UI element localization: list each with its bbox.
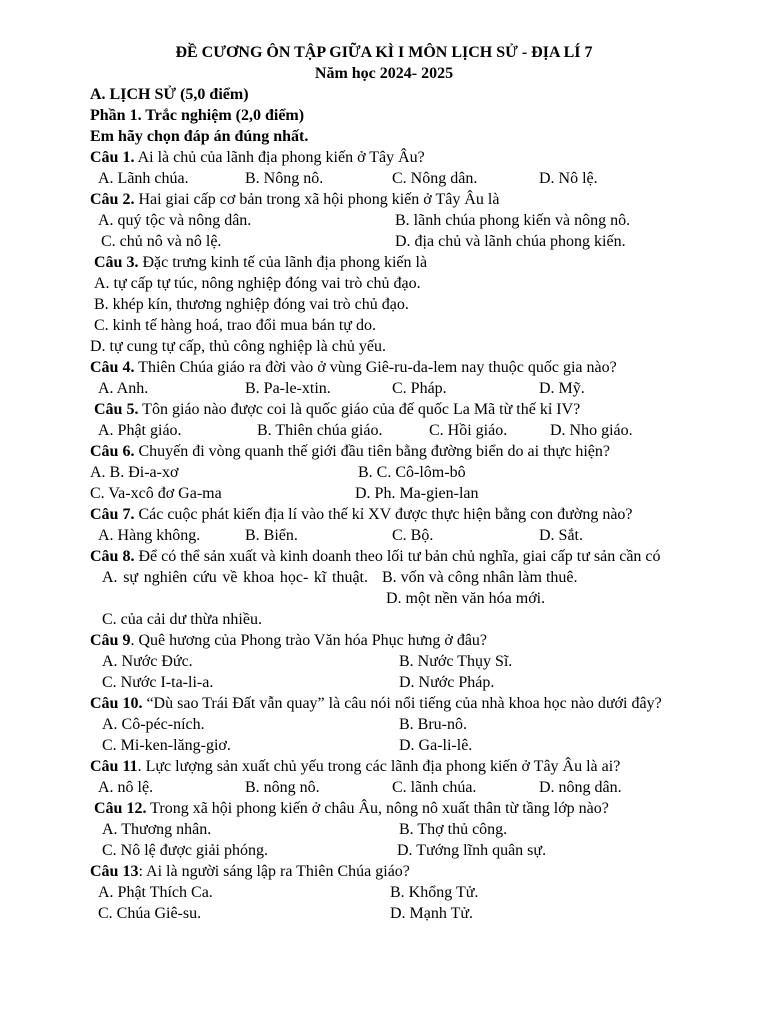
option-d: D. nông dân. [539,779,622,796]
option-d: D. tự cung tự cấp, thủ công nghiệp là chủ yếu. [90,338,386,355]
question-text: Thiên Chúa giáo ra đời vào ở vùng Giê-ru-da-lem nay thuộc quốc gia nào? [134,359,617,376]
question-8 [90,546,678,567]
option-b: B. Nước Thụy Sĩ. [399,653,513,670]
question-number: Câu 5. [94,401,139,418]
option-a [102,567,382,609]
option-b: B. nông nô. [245,779,320,796]
option-b: B. Thiên chúa giáo. [257,422,383,439]
question-text: “Dù sao Trái Đất vẫn quay” là câu nói nổi tiếng của nhà khoa học nào dưới đây? [142,695,662,712]
question-6 [90,441,678,462]
question-7 [90,504,678,525]
option-a-text: A. sự nghiên cứu về khoa học- kĩ thuật. [102,569,368,586]
question-number: Câu 6. [90,443,135,460]
option-c: C. kinh tế hàng hoá, trao đổi mua bán tự do. [94,317,376,334]
option-b: B. Khổng Tử. [390,884,479,901]
option-a: A. Thương nhân. [102,821,212,838]
question-text: Các cuộc phát kiến địa lí vào thế kỉ XV được thực hiện bằng con đường nào? [134,506,633,523]
option-c: C. Mi-ken-lăng-giơ. [102,737,231,754]
question-number: Câu 8. [90,548,135,565]
option-b: B. Thợ thủ công. [399,821,508,838]
option-d: D. Mạnh Tử. [390,905,474,922]
school-year: Năm học 2024- 2025 [314,65,454,82]
options-9b [90,672,678,693]
option-b: B. vốn và công nhân làm thuê. [382,569,578,586]
question-text: Trong xã hội phong kiến ở châu Âu, nông nô xuất thân từ tầng lớp nào? [146,800,609,817]
question-text: Đặc trưng kinh tế của lãnh địa phong kiến là [138,254,428,271]
option-b: B. khép kín, thương nghiệp đóng vai trò chủ đạo. [94,296,409,313]
section-heading: A. LỊCH SỬ (5,0 điểm) [90,86,249,103]
option-c: C. chủ nô và nô lệ. [101,233,222,250]
question-5 [90,399,678,420]
question-text: . Quê hương của Phong trào Văn hóa Phục hưng ở đâu? [130,632,488,649]
options-10b [90,735,678,756]
options-8-right [382,567,678,609]
instruction: Em hãy chọn đáp án đúng nhất. [90,128,309,145]
options-13 [90,882,678,903]
question-text: Tôn giáo nào được coi là quốc giáo của đế quốc La Mã từ thế kỉ IV? [138,401,581,418]
options-6 [90,462,678,483]
question-number: Câu 1. [90,149,135,166]
option-c: C. lãnh chúa. [392,779,477,796]
option-b: B. C. Cô-lôm-bô [358,464,466,481]
option-a: A. Cô-péc-ních. [102,716,205,733]
option-a: A. Anh. [98,380,149,397]
question-text: Chuyến đi vòng quanh thế giới đầu tiên bằng đường biển do ai thực hiện? [134,443,610,460]
question-text: : Ai là người sáng lập ra Thiên Chúa giáo? [138,863,410,880]
question-text: Hai giai cấp cơ bản trong xã hội phong kiến ở Tây Âu là [134,191,500,208]
option-a: A. Phật Thích Ca. [98,884,213,901]
options-2 [90,210,678,231]
option-a: A. Lãnh chúa. [98,170,189,187]
question-number: Câu 12. [94,800,147,817]
option-a: A. Phật giáo. [98,422,182,439]
question-number: Câu 9 [90,632,131,649]
option-c: C. Va-xcô đơ Ga-ma [90,485,222,502]
options-12b [90,840,678,861]
option-c: C. Nô lệ được giải phóng. [102,842,268,859]
options-6b [90,483,678,504]
option-d: D. Sắt. [539,527,583,544]
question-4 [90,357,678,378]
options-11 [90,777,678,798]
question-text: Để có thể sản xuất và kinh doanh theo lối tư bản chủ nghĩa, giai cấp tư sản cần có [134,548,661,565]
options-4 [90,378,678,399]
option-d: D. Nô lệ. [539,170,598,187]
option-a: A. Hàng không. [98,527,201,544]
question-number: Câu 10. [90,695,143,712]
question-text: . Lực lượng sản xuất chủ yếu trong các lãnh địa phong kiến ở Tây Âu là ai? [137,758,621,775]
question-11 [90,756,678,777]
options-12 [90,819,678,840]
question-9 [90,630,678,651]
option-b: B. Biển. [245,527,298,544]
part-heading: Phần 1. Trắc nghiệm (2,0 điểm) [90,107,305,124]
question-10 [90,693,678,714]
options-7 [90,525,678,546]
option-d: D. Ph. Ma-gien-lan [355,485,479,502]
option-b: B. lãnh chúa phong kiến và nông nô. [395,212,631,229]
option-c: C. Bộ. [392,527,434,544]
question-number: Câu 11 [90,758,138,775]
option-d: D. Nước Pháp. [399,674,495,691]
option-c: C. của cải dư thừa nhiều. [102,611,262,628]
question-number: Câu 13 [90,863,139,880]
question-13 [90,861,678,882]
option-c: C. Nông dân. [392,170,478,187]
document-title: ĐỀ CƯƠNG ÔN TẬP GIỮA KÌ I MÔN LỊCH SỬ - ĐỊA LÍ 7 [175,44,593,61]
options-5 [90,420,678,441]
option-a: A. B. Đi-a-xơ [90,464,179,481]
option-c: C. Hồi giáo. [429,422,508,439]
option-b: B. Bru-nô. [399,716,467,733]
option-c: C. Nước I-ta-li-a. [102,674,214,691]
option-d: D. một nền văn hóa mới. [386,590,546,607]
question-12 [90,798,678,819]
question-number: Câu 2. [90,191,135,208]
option-b: B. Pa-le-xtin. [245,380,331,397]
question-3 [90,252,678,273]
option-a: A. quý tộc và nông dân. [98,212,252,229]
option-c: C. Chúa Giê-su. [98,905,202,922]
question-2 [90,189,678,210]
option-c: C. Pháp. [392,380,447,397]
options-13b [90,903,678,924]
option-a: A. nô lệ. [98,779,154,796]
question-number: Câu 3. [94,254,139,271]
options-1 [90,168,678,189]
question-number: Câu 7. [90,506,135,523]
option-d: D. Ga-li-lê. [399,737,473,754]
options-9 [90,651,678,672]
question-1 [90,147,678,168]
option-d: D. Mỹ. [539,380,585,397]
options-2b [90,231,678,252]
option-b: B. Nông nô. [245,170,324,187]
option-d: D. địa chủ và lãnh chúa phong kiến. [395,233,626,250]
question-text: Ai là chủ của lãnh địa phong kiến ở Tây Âu? [134,149,425,166]
option-a: A. Nước Đức. [102,653,193,670]
options-10 [90,714,678,735]
option-d: D. Nho giáo. [550,422,633,439]
question-number: Câu 4. [90,359,135,376]
option-d: D. Tướng lĩnh quân sự. [397,842,547,859]
option-a: A. tự cấp tự túc, nông nghiệp đóng vai trò chủ đạo. [94,275,421,292]
options-8 [90,567,678,609]
